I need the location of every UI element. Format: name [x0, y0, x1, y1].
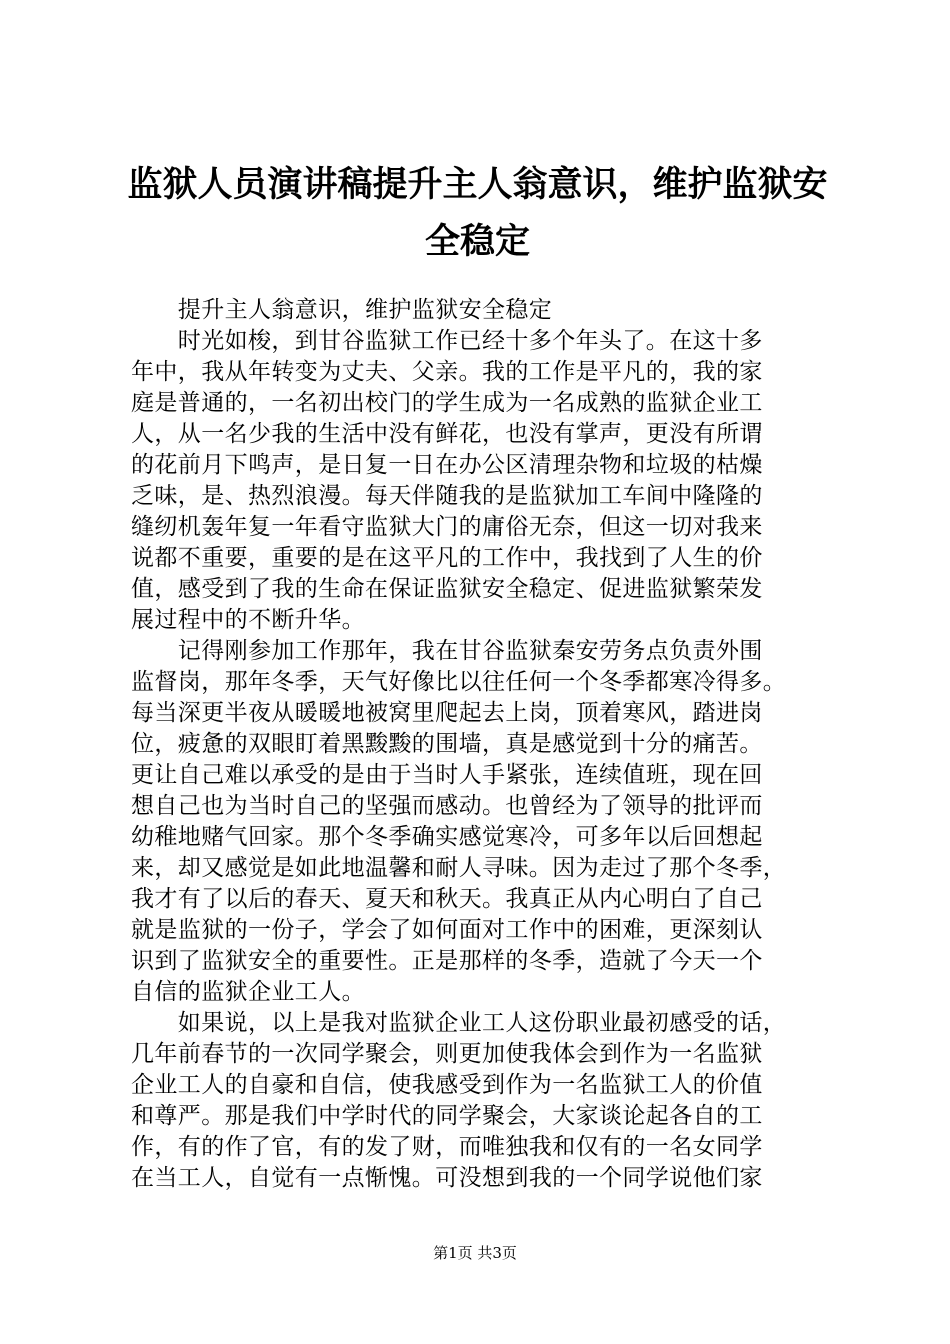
subtitle-paragraph — [131, 295, 853, 326]
text-line: 值，感受到了我的生命在保证监狱安全稳定、促进监狱繁荣发 — [131, 576, 763, 602]
body-paragraph-3 — [131, 1008, 853, 1194]
text-line: 记得刚参加工作那年，我在甘谷监狱秦安劳务点负责外围 — [131, 638, 763, 664]
page-number-footer: 第1页 共3页 — [433, 1244, 517, 1262]
text-line: 作，有的作了官，有的发了财，而唯独我和仅有的一名女同学 — [131, 1134, 763, 1160]
title-line: 监狱人员演讲稿提升主人翁意识，维护监狱安 — [127, 164, 828, 205]
text-line: 如果说，以上是我对监狱企业工人这份职业最初感受的话， — [131, 1010, 787, 1036]
text-line: 庭是普通的，一名初出校门的学生成为一名成熟的监狱企业工 — [131, 390, 763, 416]
text-line: 提升主人翁意识，维护监狱安全稳定 — [131, 297, 553, 323]
document-body — [131, 295, 853, 1194]
text-line: 来，却又感觉是如此地温馨和耐人寻味。因为走过了那个冬季， — [131, 855, 787, 881]
text-line: 人，从一名少我的生活中没有鲜花，也没有掌声，更没有所谓 — [131, 421, 763, 447]
text-line: 展过程中的不断升华。 — [131, 607, 365, 633]
text-line: 几年前春节的一次同学聚会，则更加使我体会到作为一名监狱 — [131, 1041, 763, 1067]
text-line: 在当工人，自觉有一点惭愧。可没想到我的一个同学说他们家 — [131, 1165, 763, 1191]
text-line: 说都不重要，重要的是在这平凡的工作中，我找到了人生的价 — [131, 545, 763, 571]
body-paragraph-1 — [131, 326, 853, 636]
text-line: 的花前月下鸣声，是日复一日在办公区清理杂物和垃圾的枯燥 — [131, 452, 763, 478]
text-line: 监督岗，那年冬季，天气好像比以往任何一个冬季都寒冷得多。 — [131, 669, 787, 695]
text-line: 幼稚地赌气回家。那个冬季确实感觉寒冷，可多年以后回想起 — [131, 824, 763, 850]
text-line: 就是监狱的一份子，学会了如何面对工作中的困难，更深刻认 — [131, 917, 763, 943]
text-line: 年中，我从年转变为丈夫、父亲。我的工作是平凡的，我的家 — [131, 359, 763, 385]
text-line: 自信的监狱企业工人。 — [131, 979, 365, 1005]
text-line: 位，疲惫的双眼盯着黑黢黢的围墙，真是感觉到十分的痛苦。 — [131, 731, 763, 757]
text-line: 更让自己难以承受的是由于当时人手紧张，连续值班，现在回 — [131, 762, 763, 788]
text-line: 想自己也为当时自己的坚强而感动。也曾经为了领导的批评而 — [131, 793, 763, 819]
text-line: 每当深更半夜从暖暖地被窝里爬起去上岗，顶着寒风，踏进岗 — [131, 700, 763, 726]
text-line: 时光如梭，到甘谷监狱工作已经十多个年头了。在这十多 — [131, 328, 763, 354]
text-line: 乏味，是、热烈浪漫。每天伴随我的是监狱加工车间中隆隆的 — [131, 483, 763, 509]
text-line: 我才有了以后的春天、夏天和秋天。我真正从内心明白了自己 — [131, 886, 763, 912]
text-line: 企业工人的自豪和自信，使我感受到作为一名监狱工人的价值 — [131, 1072, 763, 1098]
title-line: 全稳定 — [424, 221, 530, 262]
body-paragraph-2 — [131, 636, 853, 1008]
text-line: 和尊严。那是我们中学时代的同学聚会，大家谈论起各自的工 — [131, 1103, 763, 1129]
document-title — [120, 156, 835, 270]
text-line: 识到了监狱安全的重要性。正是那样的冬季，造就了今天一个 — [131, 948, 763, 974]
text-line: 缝纫机轰年复一年看守监狱大门的庸俗无奈，但这一切对我来 — [131, 514, 763, 540]
